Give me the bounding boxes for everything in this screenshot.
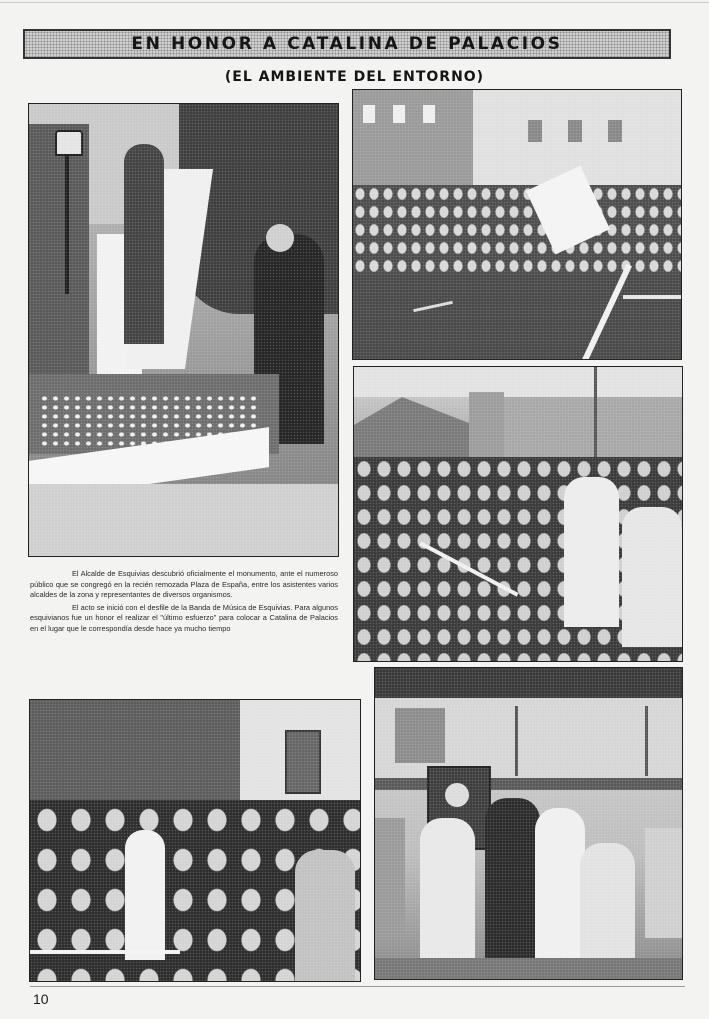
photo-monument-unveiling bbox=[28, 103, 339, 557]
page-number: 10 bbox=[33, 991, 49, 1007]
title-banner bbox=[23, 29, 671, 59]
photo-dignitaries bbox=[29, 699, 361, 982]
footer-rule bbox=[30, 986, 685, 987]
caption-paragraph: El acto se inició con el desfile de la Banda de Música de Esquivias. Para algunos esquivianos fue un honor el realizar el "último esfuerzo" para colocar a Catalina de Palacios en el lugar que le correspondía desde hace ya mucho tiempo bbox=[30, 602, 338, 633]
photo-street-parade bbox=[352, 89, 682, 360]
photo-crowd-square bbox=[353, 366, 683, 662]
photo-plaque-placement bbox=[374, 667, 683, 980]
page-title: EN HONOR A CATALINA DE PALACIOS bbox=[131, 34, 563, 54]
top-edge-rule bbox=[0, 2, 709, 3]
page-subtitle: (EL AMBIENTE DEL ENTORNO) bbox=[224, 69, 485, 85]
caption-paragraph: El Alcalde de Esquivias descubrió oficialmente el monumento, ante el numeroso público que se congregó en la recién remozada Plaza de España, entre los asistentes varios alcaldes de la zona y representantes de diversos organismos. bbox=[30, 569, 338, 600]
photo-caption bbox=[30, 569, 338, 635]
